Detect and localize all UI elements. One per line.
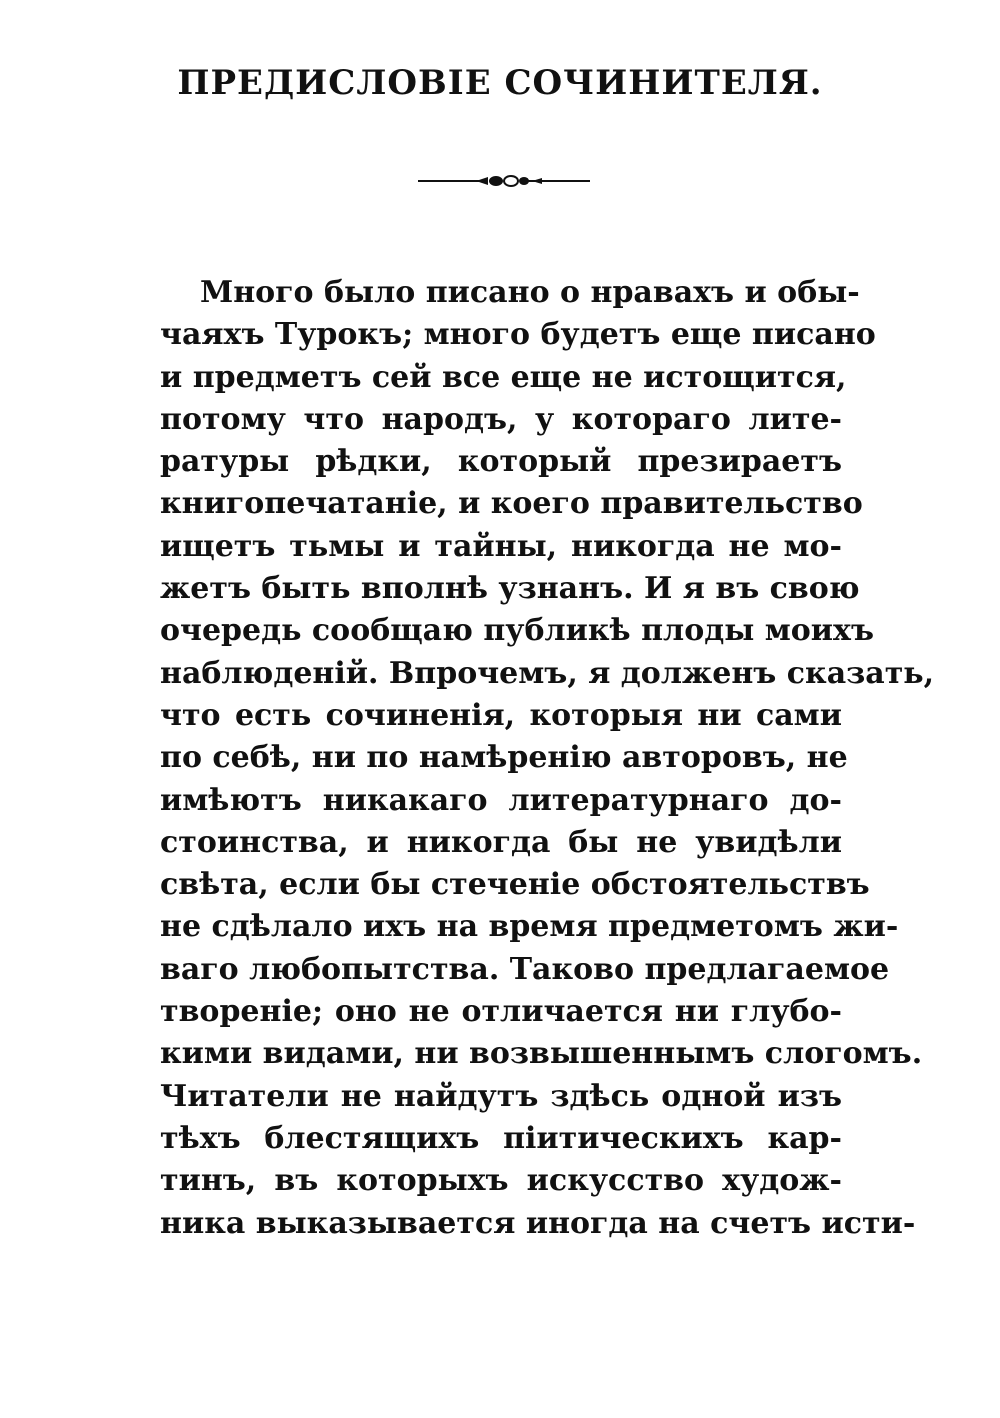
text-line: тинъ, въ которыхъ искусство худож- <box>160 1163 842 1199</box>
text-line: кими видами, ни возвышеннымъ слогомъ. <box>160 1036 923 1072</box>
text-line: что есть сочиненія, которыя ни сами <box>160 697 842 733</box>
ornament-rule-icon <box>418 168 590 194</box>
text-line: ищетъ тьмы и тайны, никогда не мо- <box>160 528 842 564</box>
text-line: имѣютъ никакаго литературнаго до- <box>160 782 842 818</box>
text-line: Много было писано о нравахъ и обы- <box>200 275 860 310</box>
text-line: ваго любопытства. Таково предлагаемое <box>160 951 890 987</box>
text-line: книгопечатаніе, и коего правительство <box>160 486 863 522</box>
text-line: Читатели не найдутъ здѣсь одной изъ <box>160 1078 842 1114</box>
text-line: очередь сообщаю публикѣ плоды моихъ <box>160 613 874 649</box>
text-line: по себѣ, ни по намѣренію авторовъ, не <box>160 740 848 776</box>
page-title: ПРЕДИСЛОВІЕ СОЧИНИТЕЛЯ. <box>177 63 823 103</box>
text-line: наблюденій. Впрочемъ, я долженъ сказать, <box>160 655 935 691</box>
text-line: твореніе; оно не отличается ни глубо- <box>160 994 842 1030</box>
text-line: свѣта, если бы стеченіе обстоятельствъ <box>160 867 870 903</box>
text-line: стоинства, и никогда бы не увидѣли <box>160 824 842 860</box>
text-line: ника выказывается иногда на счетъ исти- <box>160 1205 916 1241</box>
text-line: и предметъ сей все еще не истощится, <box>160 359 847 395</box>
text-line: ратуры рѣдки, который презираетъ <box>160 444 842 480</box>
body-text <box>160 272 935 1245</box>
text-line: потому что народъ, у котораго лите- <box>160 401 842 437</box>
text-line: тѣхъ блестящихъ піитическихъ кар- <box>160 1120 842 1156</box>
text-line: жетъ быть вполнѣ узнанъ. И я въ свою <box>160 571 860 607</box>
text-line: не сдѣлало ихъ на время предметомъ жи- <box>160 909 899 945</box>
text-line: чаяхъ Турокъ; много будетъ еще писано <box>160 317 876 353</box>
